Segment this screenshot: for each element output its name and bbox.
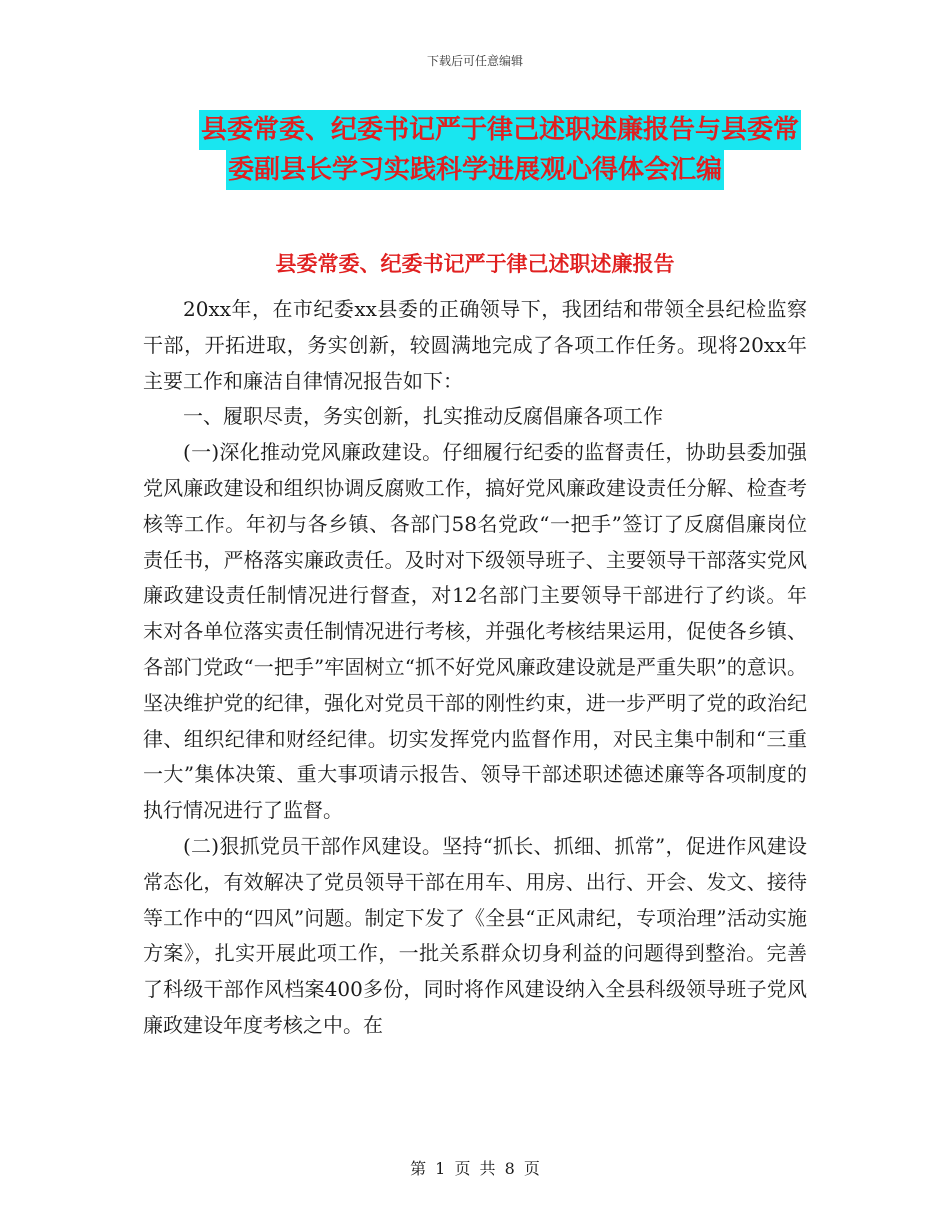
paragraph-party-style: (一)深化推动党风廉政建设。仔细履行纪委的监督责任，协助县委加强党风廉政建设和组织协调反腐败工作，搞好党风廉政建设责任分解、检查考核等工作。年初与各乡镇、各部门58名党政“一把手”签订了反腐倡廉岗位责任书，严格落实廉政责任。及时对下级领导班子、主要领导干部落实党风廉政建设责任制情况进行督查，对12名部门主要领导干部进行了约谈。年末对各单位落实责任制情况进行考核，并强化考核结果运用，促使各乡镇、各部门党政“一把手”牢固树立“抓不好党风廉政建设就是严重失职”的意识。坚决维护党的纪律，强化对党员干部的刚性约束，进一步严明了党的政治纪律、组织纪律和财经纪律。切实发挥党内监督作用，对民主集中制和“三重一大”集体决策、重大事项请示报告、领导干部述职述德述廉等各项制度的执行情况进行了监督。	[143, 440, 807, 823]
section-title: 县委常委、纪委书记严于律己述职述廉报告	[275, 251, 675, 276]
paragraph-heading-1: 一、履职尽责，务实创新，扎实推动反腐倡廉各项工作	[183, 404, 663, 429]
document-title-line-1: 县委常委、纪委书记严于律己述职述廉报告与县委常	[199, 110, 801, 150]
paragraph-intro: 20xx年，在市纪委xx县委的正确领导下，我团结和带领全县纪检监察干部，开拓进取，务实创新，较圆满地完成了各项工作任务。现将20xx年主要工作和廉洁自律情况报告如下：	[143, 297, 807, 393]
document-title	[0, 110, 950, 190]
paragraph-work-style: (二)狠抓党员干部作风建设。坚持“抓长、抓细、抓常”，促进作风建设常态化，有效解决了党员领导干部在用车、用房、出行、开会、发文、接待等工作中的“四风”问题。制定下发了《全县“正风肃纪，专项治理”活动实施方案》，扎实开展此项工作，一批关系群众切身利益的问题得到整治。完善了科级干部作风档案400多份，同时将作风建设纳入全县科级领导班子党风廉政建设年度考核之中。在	[143, 833, 807, 1037]
page-header-note: 下载后可任意编辑	[426, 54, 523, 68]
page-number: 第 1 页 共 8 页	[410, 1159, 540, 1178]
document-title-line-2: 委副县长学习实践科学进展观心得体会汇编	[226, 150, 724, 190]
body-text	[143, 292, 807, 1044]
